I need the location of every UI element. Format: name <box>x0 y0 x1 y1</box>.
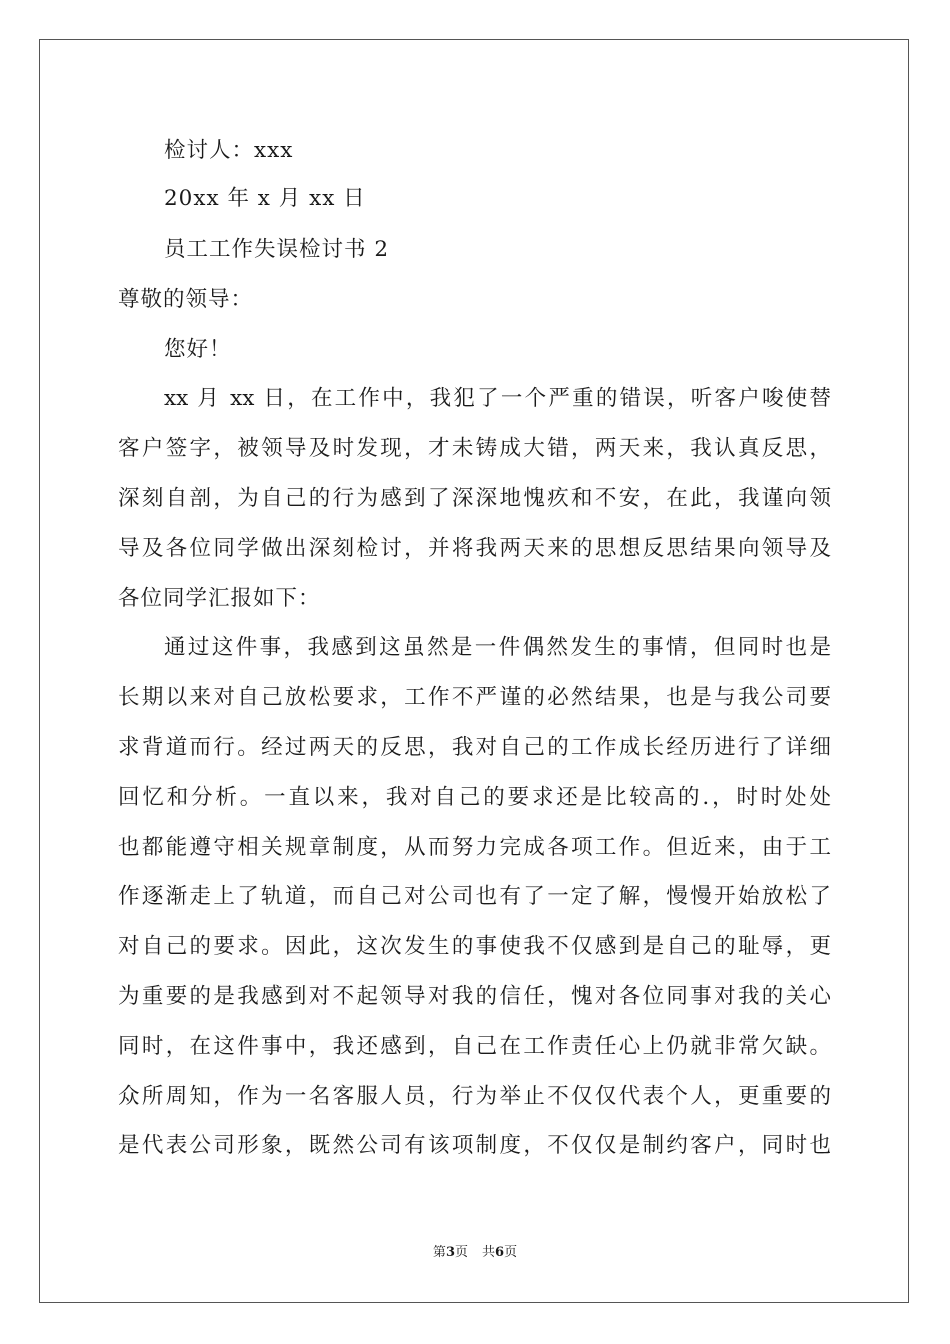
body-line: 通过这件事，我感到这虽然是一件偶然发生的事情，但同时也是 <box>164 635 831 660</box>
body-line: 各位同学汇报如下： <box>118 586 321 611</box>
body-line: 求背道而行。经过两天的反思，我对自己的工作成长经历进行了详细 <box>118 735 831 760</box>
current-page-number: 3 <box>445 1245 455 1260</box>
salutation: 尊敬的领导： <box>118 287 254 312</box>
greeting: 您好！ <box>164 337 232 362</box>
body-line: 为重要的是我感到对不起领导对我的信任，愧对各位同事对我的关心 <box>118 984 831 1009</box>
body-line: 对自己的要求。因此，这次发生的事使我不仅感到是自己的耻辱，更 <box>118 934 831 959</box>
body-line: xx 月 xx 日，在工作中，我犯了一个严重的错误，听客户唆使替 <box>164 386 831 411</box>
body-line: 深刻自剖，为自己的行为感到了深深地愧疚和不安，在此，我谨向领 <box>118 486 831 511</box>
body-line: 回忆和分析。一直以来，我对自己的要求还是比较高的.，时时处处 <box>118 785 831 810</box>
page-unit: 页 <box>454 1245 468 1260</box>
signature-date: 20xx 年 x 月 xx 日 <box>164 186 366 211</box>
body-line: 众所周知，作为一名客服人员，行为举止不仅仅代表个人，更重要的 <box>118 1084 831 1109</box>
signature-name: 检讨人：xxx <box>164 138 294 163</box>
body-line: 作逐渐走上了轨道，而自己对公司也有了一定了解，慢慢开始放松了 <box>118 884 831 909</box>
page-border <box>39 39 909 1303</box>
total-page-count: 6 <box>495 1245 505 1260</box>
total-unit: 页 <box>504 1245 518 1260</box>
body-line: 也都能遵守相关规章制度，从而努力完成各项工作。但近来，由于工 <box>118 835 831 860</box>
body-line: 客户签字，被领导及时发现，才未铸成大错，两天来，我认真反思， <box>118 436 831 461</box>
body-line: 同时，在这件事中，我还感到，自己在工作责任心上仍就非常欠缺。 <box>118 1034 831 1059</box>
body-line: 长期以来对自己放松要求，工作不严谨的必然结果，也是与我公司要 <box>118 685 831 710</box>
body-line: 导及各位同学做出深刻检讨，并将我两天来的思想反思结果向领导及 <box>118 536 831 561</box>
letter-title: 员工工作失误检讨书 2 <box>164 237 390 262</box>
page-footer <box>0 1243 950 1263</box>
total-prefix: 共 <box>482 1245 496 1260</box>
body-line: 是代表公司形象，既然公司有该项制度，不仅仅是制约客户，同时也 <box>118 1133 831 1158</box>
page-prefix: 第 <box>432 1245 446 1260</box>
